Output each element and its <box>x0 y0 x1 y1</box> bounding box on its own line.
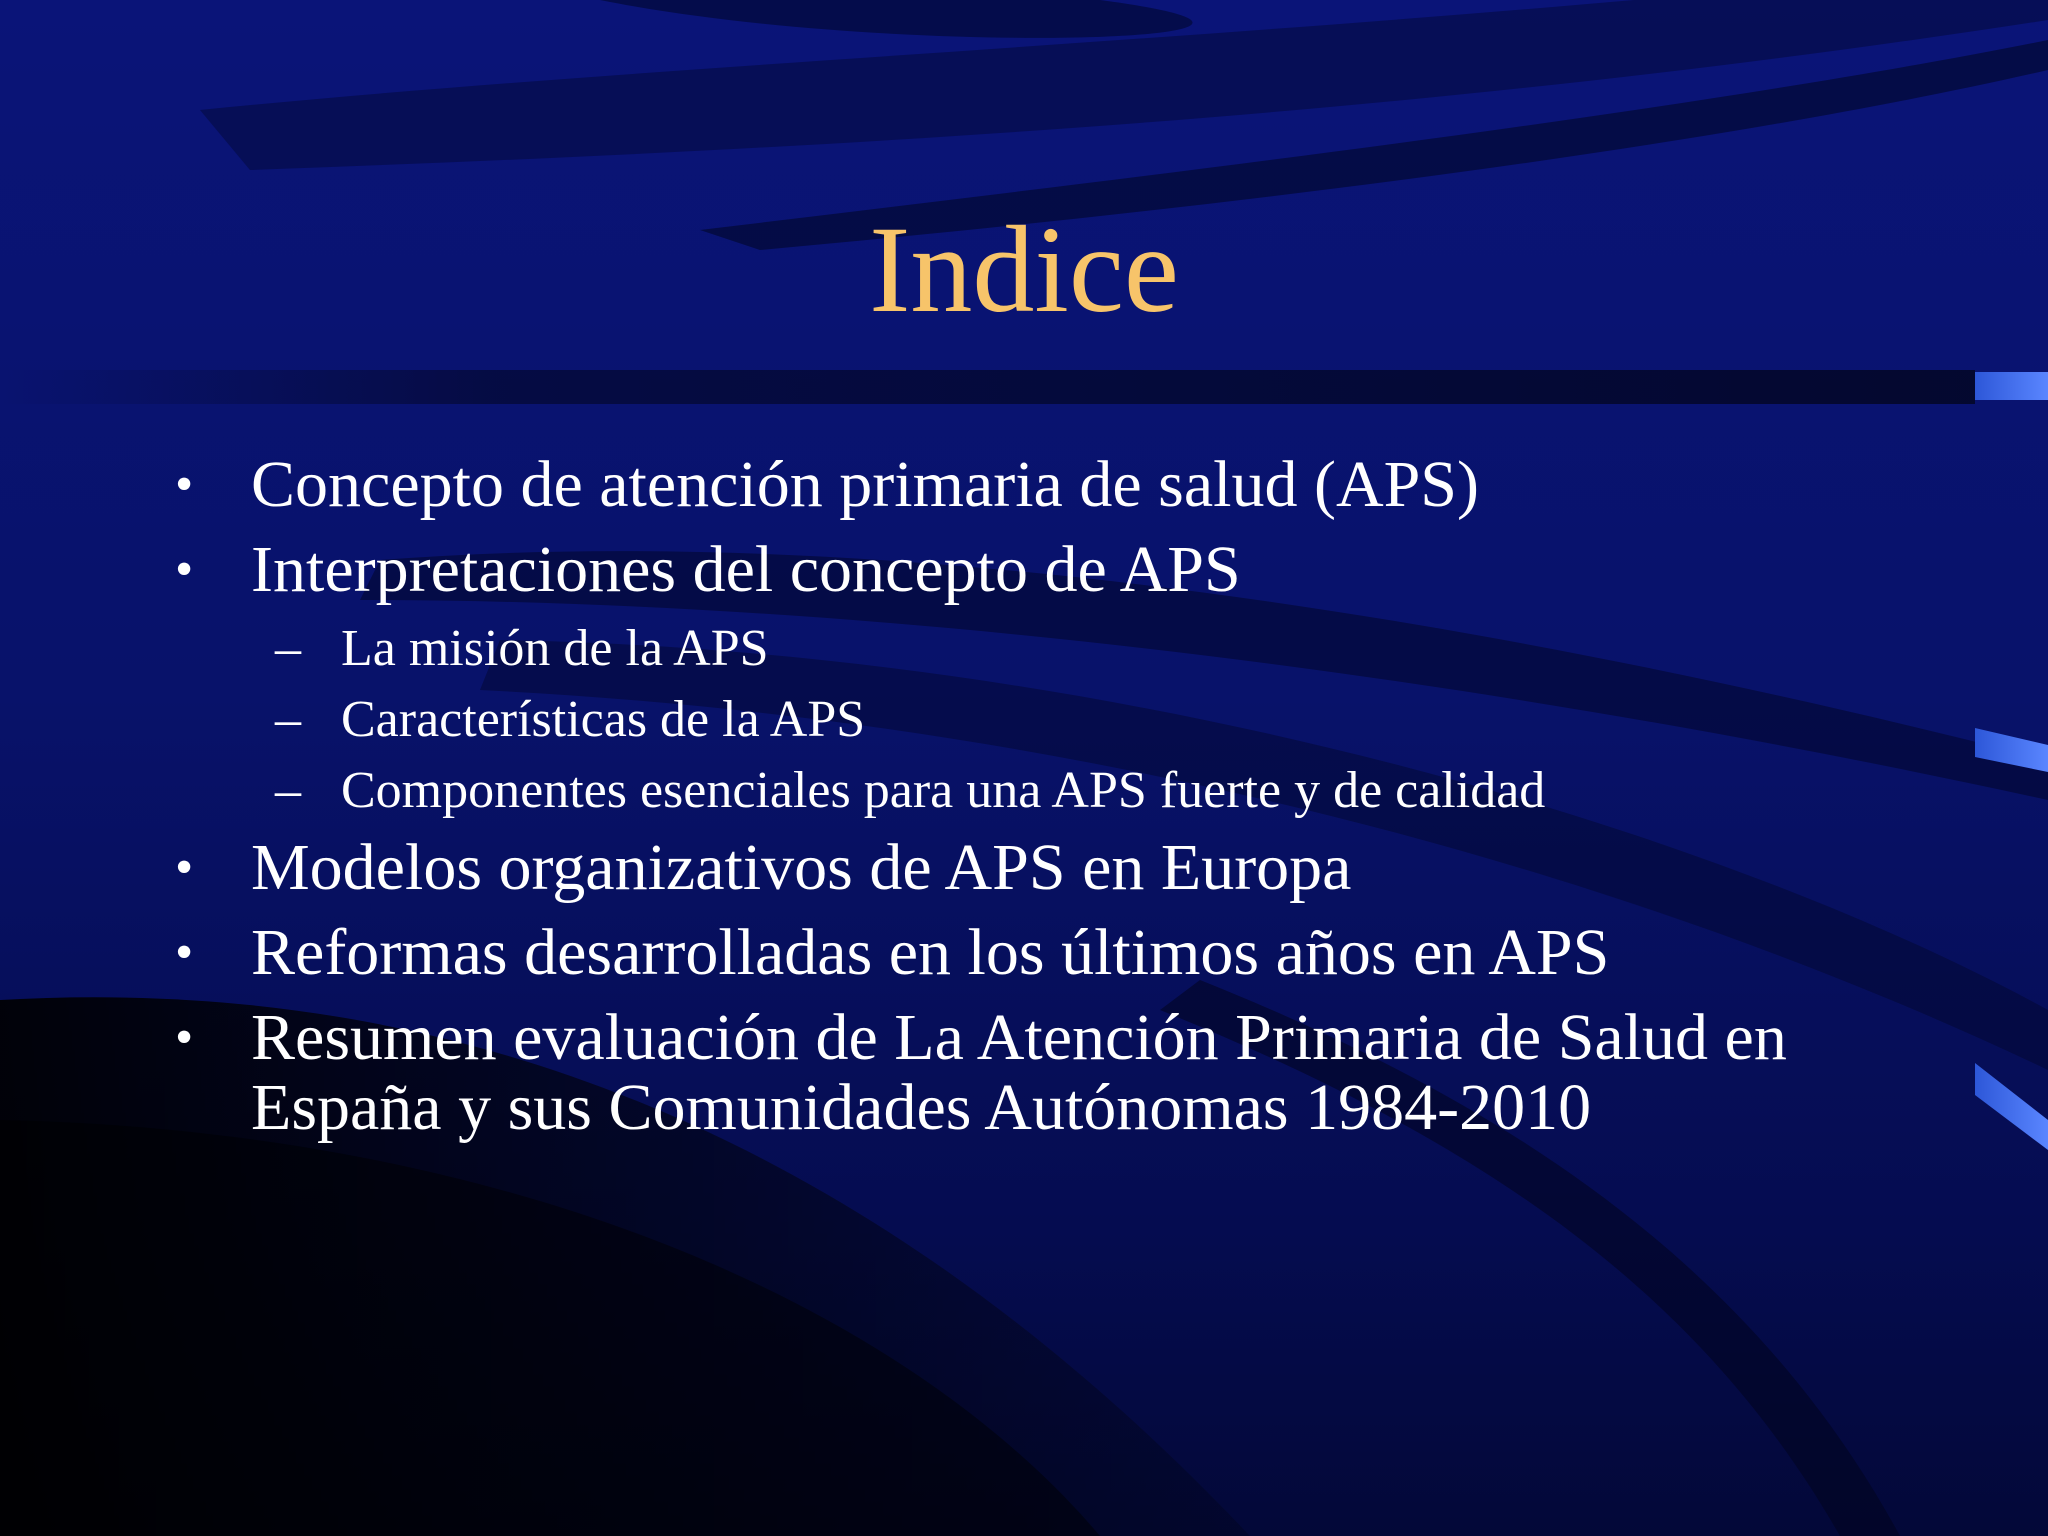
sub-list-item <box>0 691 2048 749</box>
list-item-text: Modelos organizativos de APS en Europa <box>251 831 1352 904</box>
slide-title: Indice <box>869 201 1179 338</box>
list-item-text: Concepto de atención primaria de salud (APS) <box>251 448 1479 521</box>
bullet-marker: • <box>175 541 194 598</box>
bullet-list <box>0 450 2048 1158</box>
sub-list-item <box>0 620 2048 678</box>
list-item <box>0 918 2048 988</box>
list-item <box>0 535 2048 605</box>
bullet-marker: • <box>175 839 194 896</box>
sub-list-item-text: La misión de la APS <box>341 620 769 677</box>
list-item-text: Interpretaciones del concepto de APS <box>251 533 1241 606</box>
sub-list-item <box>0 762 2048 820</box>
sub-list-item-text: Componentes esenciales para una APS fuerte y de calidad <box>341 762 1546 819</box>
bullet-marker: • <box>175 1009 194 1066</box>
list-item <box>0 450 2048 520</box>
bullet-marker: • <box>175 924 194 981</box>
sub-list-item-text: Características de la APS <box>341 691 866 748</box>
dash-marker: – <box>275 762 301 819</box>
bullet-marker: • <box>175 456 194 513</box>
dash-marker: – <box>275 620 301 677</box>
dash-marker: – <box>275 691 301 748</box>
list-item-text: Reformas desarrolladas en los últimos años en APS <box>251 916 1610 989</box>
list-item-text: Resumen evaluación de La Atención Primaria de Salud en España y sus Comunidades Autónomas 1984-2010 <box>251 1001 1787 1144</box>
list-item <box>0 1003 2048 1143</box>
list-item <box>0 833 2048 903</box>
